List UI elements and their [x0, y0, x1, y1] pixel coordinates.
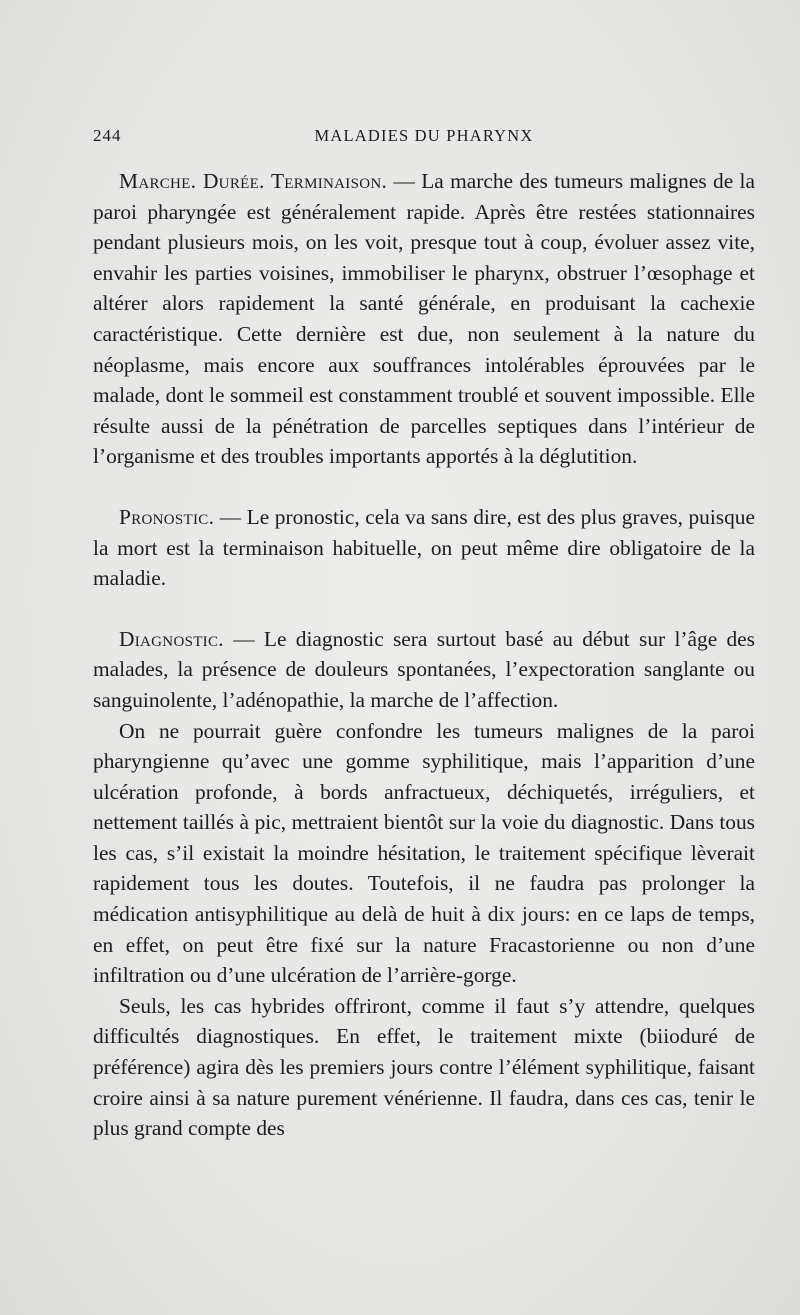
- section-pronostic: [93, 502, 755, 594]
- section-gap: [93, 472, 755, 502]
- section-text-pronostic: — Le pronostic, cela va sans dire, est des plus graves, puisque la mort est la terminaison habituelle, on peut même dire obligatoire de la maladie.: [93, 504, 755, 591]
- page-number: 244: [93, 126, 122, 145]
- page-header: [93, 126, 755, 156]
- section-heading-pronostic: Pronostic.: [119, 504, 215, 529]
- section-text-marche: — La marche des tumeurs malignes de la paroi pharyngée est généralement rapide. Après être restées stationnaires pendant plusieurs mois, on les voit, presque tout à coup, évoluer assez vite, envahir les parties voisines, immobiliser le pharynx, obstruer l’œsophage et altérer alors rapidement la santé générale, en produisant la cachexie caractéristique. Cette dernière est due, non seulement à la nature du néoplasme, mais encore aux souffrances intolérables éprouvées par le malade, dont le sommeil est constamment troublé et souvent impossible. Elle résulte aussi de la pénétration de parcelles septiques dans l’intérieur de l’organisme et des troubles importants apportés à la déglutition.: [93, 169, 755, 469]
- section-heading-marche: Marche. Durée. Terminaison.: [119, 169, 388, 193]
- section-text-diagnostic: — Le diagnostic sera surtout basé au début sur l’âge des malades, la présence de douleurs spontanées, l’expectoration sanglante ou sanguinolente, l’adénopathie, la marche de l’affection.: [93, 626, 755, 712]
- section-diagnostic: [93, 624, 755, 716]
- paragraph: Seuls, les cas hybrides offriront, comme il faut s’y attendre, quelques difficultés diagnostiques. En effet, le traitement mixte (biioduré de préférence) agira dès les premiers jours contre l’élément syphilitique, faisant croire ainsi à sa nature purement vénérienne. Il faudra, dans ces cas, tenir le plus grand compte des: [93, 993, 755, 1141]
- section-heading-diagnostic: Diagnostic.: [119, 626, 224, 651]
- body-text: [93, 166, 755, 1144]
- section-gap: [93, 594, 755, 624]
- section-marche: [93, 166, 755, 472]
- paragraph: On ne pourrait guère confondre les tumeurs malignes de la paroi pharyngienne qu’avec une gomme syphilitique, mais l’apparition d’une ulcération profonde, à bords anfractueux, déchiquetés, irréguliers, et nettement taillés à pic, mettraient bientôt sur la voie du diagnostic. Dans tous les cas, s’il existait la moindre hésitation, le traitement spécifique lèverait rapidement tous les doutes. Toutefois, il ne faudra pas prolonger la médication antisyphilitique au delà de huit à dix jours: en ce laps de temps, en effet, on peut être fixé sur la nature Fracastorienne ou non d’une infiltration ou d’une ulcération de l’arrière-gorge.: [93, 718, 755, 988]
- running-title: MALADIES DU PHARYNX: [314, 126, 534, 145]
